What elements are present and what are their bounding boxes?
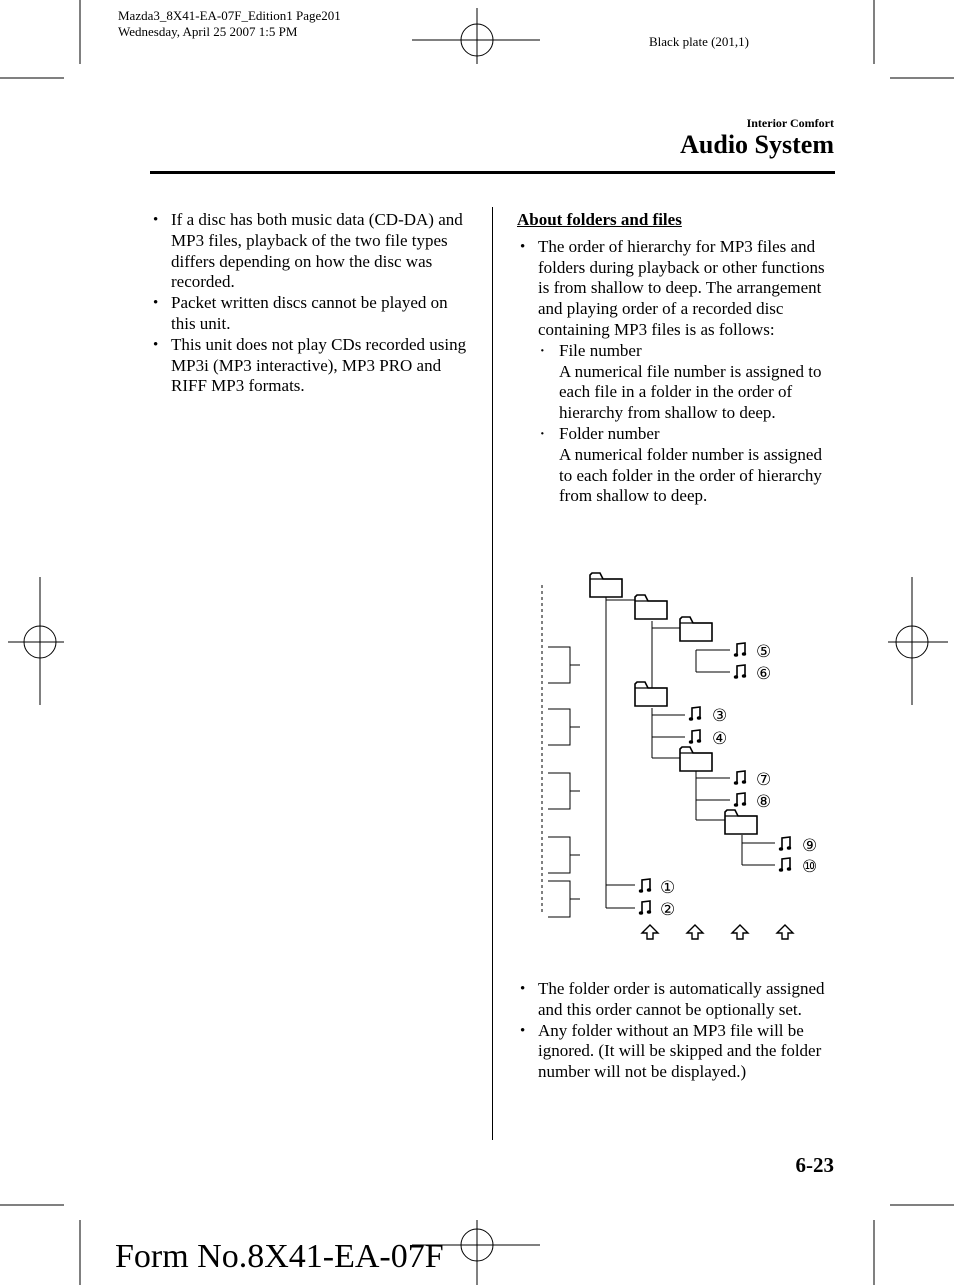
about-heading: About folders and files <box>517 210 682 229</box>
bullet-text: The order of hierarchy for MP3 files and folders during playback or other functions is from shallow to deep. The arrangement and playing order of a recorded disc containing MP3 files is as follows: <box>538 236 825 339</box>
file-number-label: ③ <box>712 706 728 726</box>
plate-label: Black plate (201,1) <box>649 34 749 49</box>
bullet-item: • This unit does not play CDs recorded using MP3i (MP3 interactive), MP3 PRO and RIFF MP3 formats. <box>150 335 470 397</box>
bullet-item: • Packet written discs cannot be played on this unit. <box>150 293 470 335</box>
file-number-label: ⑩ <box>802 857 818 877</box>
music-note-icon <box>734 665 746 679</box>
file-number-label: ④ <box>712 729 728 749</box>
bullet-item: • Any folder without an MP3 file will be ignored. (It will be skipped and the folder number will not be displayed.) <box>517 1021 839 1083</box>
bullet-item: • The folder order is automatically assigned and this order cannot be optionally set. <box>517 979 839 1021</box>
page-number: 6-23 <box>795 1153 834 1177</box>
folder-hierarchy-diagram <box>530 565 830 955</box>
music-note-icon <box>779 837 791 851</box>
music-note-icon <box>639 901 651 915</box>
file-number-label: ⑦ <box>756 770 772 790</box>
file-number-label: ⑧ <box>756 792 772 812</box>
sub-item-text: A numerical folder number is assigned to each folder in the order of hierarchy from shallow to deep. <box>559 444 822 506</box>
form-number: Form No.8X41-EA-07F <box>115 1238 444 1275</box>
up-arrow-icon <box>687 925 703 939</box>
music-note-icon <box>689 707 701 721</box>
music-note-icon <box>689 730 701 744</box>
file-number-label: ⑥ <box>756 664 772 684</box>
sub-item-title: · Folder number <box>559 423 660 443</box>
page-title: Audio System <box>680 130 834 159</box>
meta-line-1: Mazda3_8X41-EA-07F_Edition1 Page201 <box>118 8 341 23</box>
file-number-label: ⑤ <box>756 642 772 662</box>
music-note-icon <box>734 771 746 785</box>
file-number-label: ② <box>660 900 676 920</box>
file-number-label: ⑨ <box>802 836 818 856</box>
meta-line-2: Wednesday, April 25 2007 1:5 PM <box>118 24 298 39</box>
file-number-label: ① <box>660 878 676 898</box>
sub-item-text: A numerical file number is assigned to each file in a folder in the order of hierarchy from shallow to deep. <box>559 361 822 423</box>
sub-item-title: · File number <box>559 340 642 360</box>
folder-icon <box>680 617 712 641</box>
music-note-icon <box>734 793 746 807</box>
folder-icon <box>725 810 757 834</box>
tree-lines <box>542 585 775 917</box>
bullet-item: • If a disc has both music data (CD-DA) and MP3 files, playback of the two file types differs depending on how the disc was recorded. <box>150 210 470 293</box>
folder-icon <box>680 747 712 771</box>
folder-icon <box>590 573 622 597</box>
music-note-icon <box>639 879 651 893</box>
folder-icon <box>635 682 667 706</box>
section-label: Interior Comfort <box>746 116 834 130</box>
up-arrow-icon <box>732 925 748 939</box>
music-note-icon <box>734 643 746 657</box>
up-arrow-icon <box>642 925 658 939</box>
up-arrow-icon <box>777 925 793 939</box>
music-note-icon <box>779 858 791 872</box>
folder-icon <box>635 595 667 619</box>
